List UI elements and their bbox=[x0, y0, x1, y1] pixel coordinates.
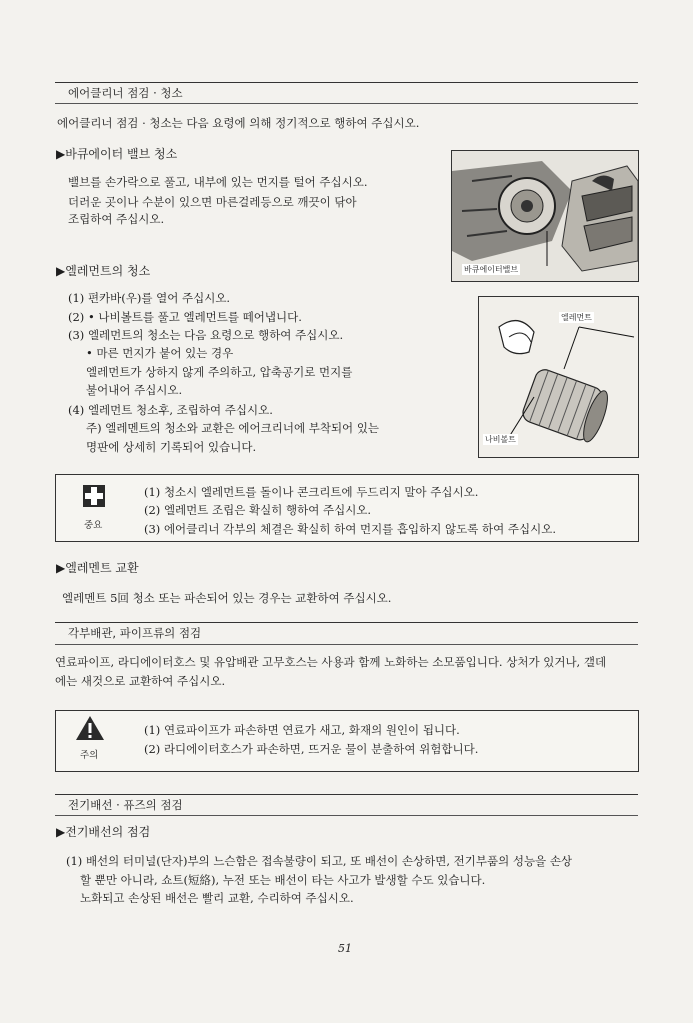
element-line-2: (2) • 나비볼트를 풀고 엘레먼트를 떼어냅니다. bbox=[68, 310, 302, 324]
element-figure bbox=[478, 296, 639, 458]
vacuator-heading: ▶바큐에이터 밸브 청소 bbox=[56, 147, 178, 161]
element-line-1: (1) 편카바(우)를 열어 주십시오. bbox=[68, 291, 231, 305]
section2-rule-top bbox=[55, 622, 638, 623]
vacuator-valve-illustration bbox=[452, 151, 638, 281]
element-replace-text: 엘레멘트 5回 청소 또는 파손되어 있는 경우는 교환하여 주십시오. bbox=[62, 591, 392, 605]
element-line-6: 불어내어 주십시오. bbox=[86, 383, 183, 397]
piping-line-2: 에는 새것으로 교환하여 주십시오. bbox=[55, 674, 226, 688]
section2-rule-bottom bbox=[55, 644, 638, 645]
element-label: 엘레먼트 bbox=[561, 313, 592, 322]
vacuator-valve-label: 바큐에이터밸브 bbox=[464, 265, 519, 274]
page-number: 51 bbox=[338, 942, 352, 955]
wiring-line-2: 할 뿐만 아니라, 쇼트(短絡), 누전 또는 배선이 타는 사고가 발생할 수도 있습니다. bbox=[80, 873, 486, 887]
caution-line-1: (1) 연료파이프가 파손하면 연료가 새고, 화재의 원인이 됩니다. bbox=[144, 723, 460, 737]
section-title-air-cleaner: 에어클리너 점검 · 청소 bbox=[68, 86, 183, 100]
section-title-wiring: 전기배선 · 퓨즈의 점검 bbox=[68, 798, 183, 812]
important-label: 중요 bbox=[84, 520, 103, 531]
caution-label: 주의 bbox=[80, 750, 99, 761]
wing-bolt-label: 나비볼트 bbox=[485, 435, 516, 444]
element-line-8: 주) 엘레멘트의 청소와 교환은 에어크리너에 부착되어 있는 bbox=[86, 421, 380, 435]
wiring-line-3: 노화되고 손상된 배선은 빨리 교환, 수리하여 주십시오. bbox=[80, 891, 354, 905]
section-rule-top bbox=[55, 82, 638, 83]
element-line-4: • 마른 먼지가 붙어 있는 경우 bbox=[86, 346, 234, 360]
cross-icon bbox=[83, 485, 105, 507]
vacuator-valve-figure bbox=[451, 150, 639, 282]
warning-triangle-icon bbox=[75, 715, 105, 741]
element-line-9: 명판에 상세히 기록되어 있습니다. bbox=[86, 440, 257, 454]
section-intro: 에어클리너 점검 · 청소는 다음 요령에 의해 정기적으로 행하여 주십시오. bbox=[57, 116, 420, 130]
element-cleaning-heading: ▶엘레먼트의 청소 bbox=[56, 264, 151, 278]
vacuator-line-3: 조립하여 주십시오. bbox=[68, 212, 165, 226]
element-line-5: 엘레먼트가 상하지 않게 주의하고, 압축공기로 먼지를 bbox=[86, 365, 353, 379]
wiring-heading: ▶전기배선의 점검 bbox=[56, 825, 151, 839]
caution-line-2: (2) 라디에이터호스가 파손하면, 뜨거운 물이 분출하여 위험합니다. bbox=[144, 742, 479, 756]
section3-rule-top bbox=[55, 794, 638, 795]
important-line-2: (2) 엘레먼트 조립은 확실히 행하여 주십시오. bbox=[144, 503, 372, 517]
element-line-3: (3) 엘레먼트의 청소는 다음 요령으로 행하여 주십시오. bbox=[68, 328, 344, 342]
caution-notice-box bbox=[55, 710, 639, 772]
section-title-piping: 각부배관, 파이프류의 점검 bbox=[68, 626, 202, 640]
section-rule-bottom bbox=[55, 103, 638, 104]
section3-rule-bottom bbox=[55, 815, 638, 816]
vacuator-line-2: 더러운 곳이나 수분이 있으면 마른걸레등으로 깨끗이 닦아 bbox=[68, 195, 357, 209]
element-line-7: (4) 엘레먼트 청소후, 조립하여 주십시오. bbox=[68, 403, 273, 417]
vacuator-line-1: 밸브를 손가락으로 풀고, 내부에 있는 먼지를 털어 주십시오. bbox=[68, 175, 368, 189]
important-line-3: (3) 에어클리너 각부의 체결은 확실히 하여 먼지를 흡입하지 않도록 하여 주십시오. bbox=[144, 522, 556, 536]
important-line-1: (1) 청소시 엘레먼트를 돌이나 콘크리트에 두드리지 말아 주십시오. bbox=[144, 485, 479, 499]
element-replace-heading: ▶엘레멘트 교환 bbox=[56, 561, 139, 575]
wiring-line-1: (1) 배선의 터미널(단자)부의 느슨함은 접속불량이 되고, 또 배선이 손상하면, 전기부품의 성능을 손상 bbox=[66, 854, 573, 868]
piping-line-1: 연료파이프, 라디에이터호스 및 유압배관 고무호스는 사용과 함께 노화하는 소모품입니다. 상처가 있거나, 갤데 bbox=[55, 655, 607, 669]
important-notice-box bbox=[55, 474, 639, 542]
